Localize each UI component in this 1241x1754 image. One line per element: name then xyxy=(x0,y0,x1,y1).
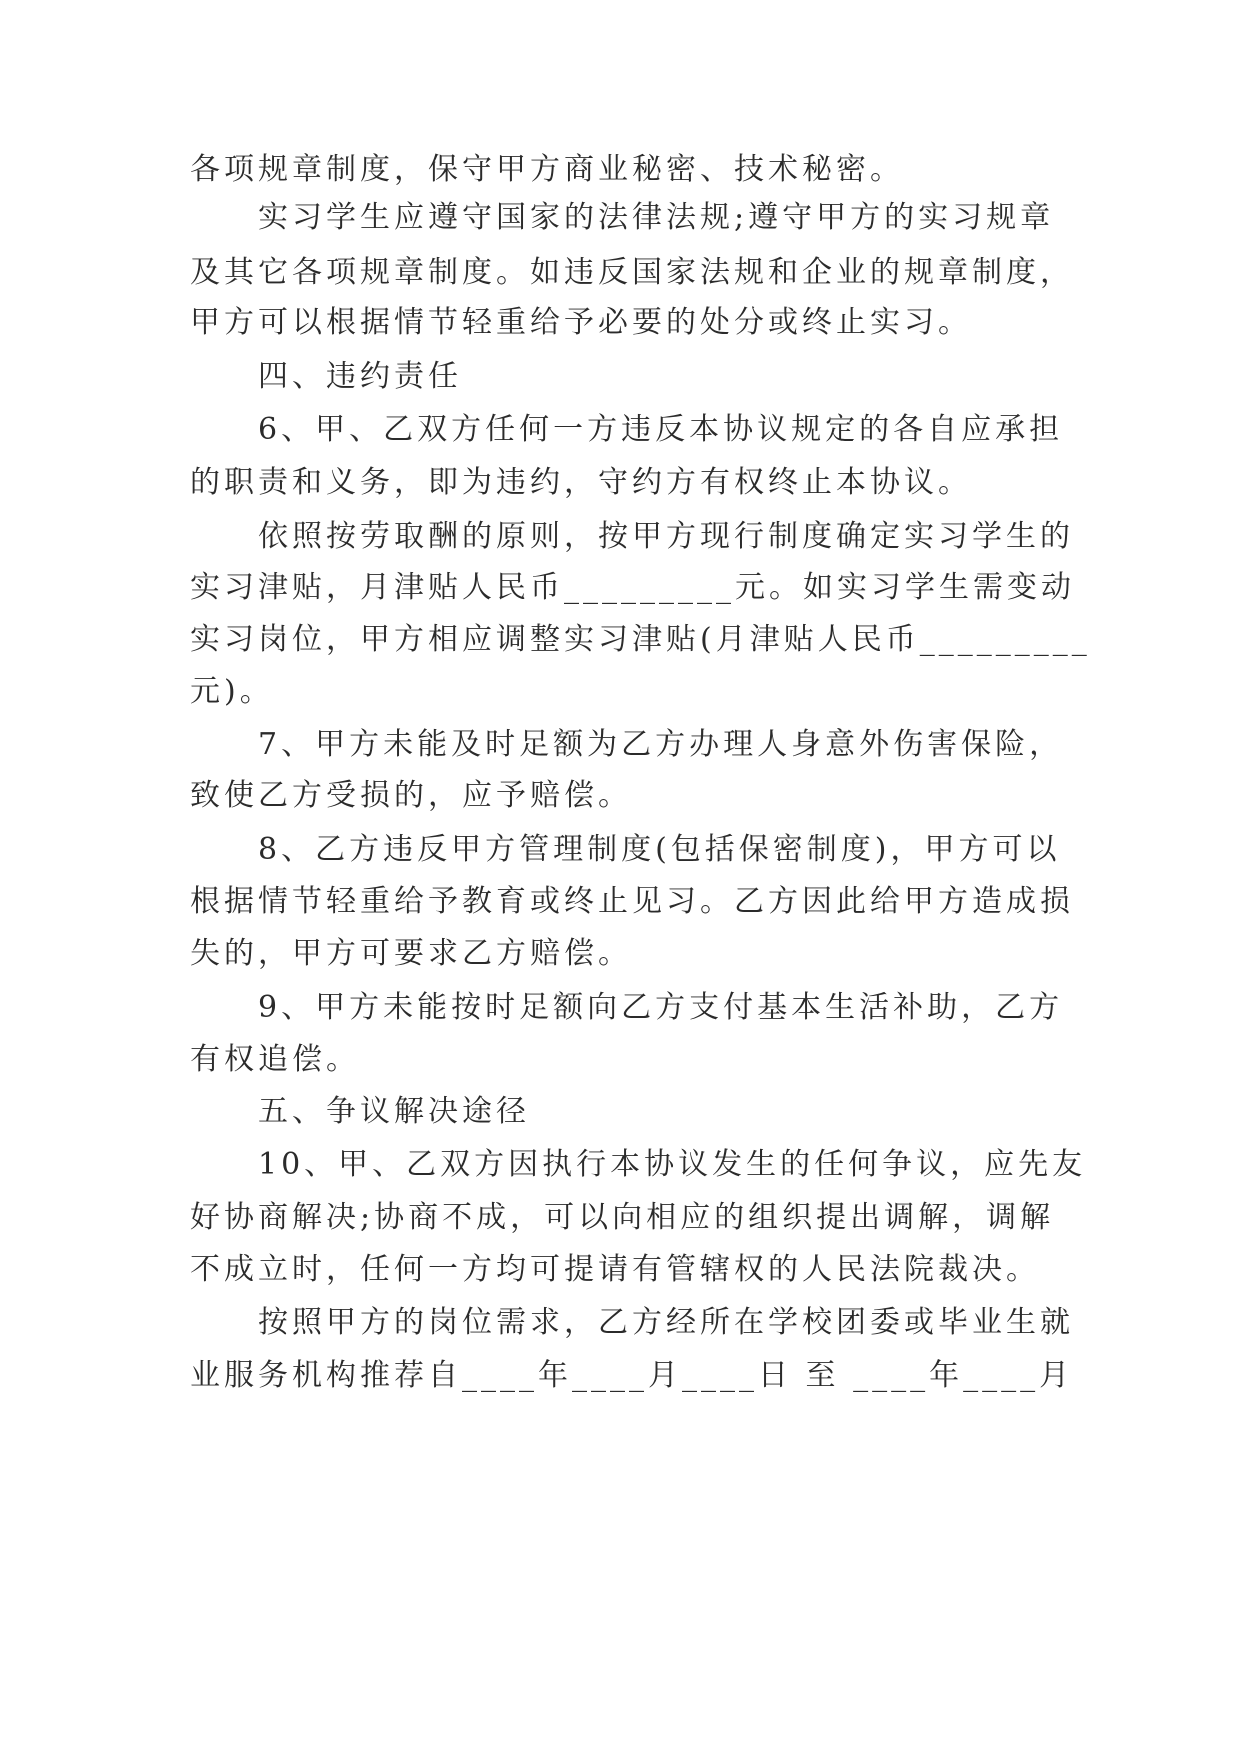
text-line: 好协商解决;协商不成，可以向相应的组织提出调解，调解 xyxy=(190,1200,1055,1235)
paragraph-line: 8、乙方违反甲方管理制度(包括保密制度)，甲方可以 xyxy=(258,832,1061,867)
text-line: 有权追偿。 xyxy=(190,1042,360,1077)
text-line: 不成立时，任何一方均可提请有管辖权的人民法院裁决。 xyxy=(190,1252,1040,1287)
text-line: 及其它各项规章制度。如违反国家法规和企业的规章制度， xyxy=(190,255,1074,290)
text-line: 实习岗位，甲方相应调整实习津贴(月津贴人民币_________ xyxy=(190,622,1091,657)
text-line: 致使乙方受损的，应予赔偿。 xyxy=(190,778,632,813)
paragraph-line: 10、甲、乙双方因执行本协议发生的任何争议，应先友 xyxy=(258,1147,1087,1182)
paragraph-line: 按照甲方的岗位需求，乙方经所在学校团委或毕业生就 xyxy=(258,1305,1074,1340)
paragraph-line: 依照按劳取酬的原则，按甲方现行制度确定实习学生的 xyxy=(258,519,1074,554)
text-line: 根据情节轻重给予教育或终止见习。乙方因此给甲方造成损 xyxy=(190,884,1074,919)
text-line: 各项规章制度，保守甲方商业秘密、技术秘密。 xyxy=(190,152,904,187)
paragraph-line: 7、甲方未能及时足额为乙方办理人身意外伤害保险， xyxy=(258,727,1064,762)
text-line: 甲方可以根据情节轻重给予必要的处分或终止实习。 xyxy=(190,305,972,340)
text-line: 实习津贴，月津贴人民币_________元。如实习学生需变动 xyxy=(190,570,1075,605)
paragraph-line: 9、甲方未能按时足额向乙方支付基本生活补助，乙方 xyxy=(258,990,1064,1025)
text-line: 业服务机构推荐自____年____月____日 至 ____年____月 xyxy=(190,1358,1074,1393)
text-line: 的职责和义务，即为违约，守约方有权终止本协议。 xyxy=(190,465,972,500)
paragraph-line: 实习学生应遵守国家的法律法规;遵守甲方的实习规章 xyxy=(258,200,1055,235)
paragraph-line: 6、甲、乙双方任何一方违反本协议规定的各自应承担 xyxy=(258,412,1064,447)
section-heading: 五、争议解决途径 xyxy=(258,1094,530,1129)
section-heading: 四、违约责任 xyxy=(258,359,462,394)
text-line: 失的，甲方可要求乙方赔偿。 xyxy=(190,936,632,971)
text-line: 元)。 xyxy=(190,674,274,709)
